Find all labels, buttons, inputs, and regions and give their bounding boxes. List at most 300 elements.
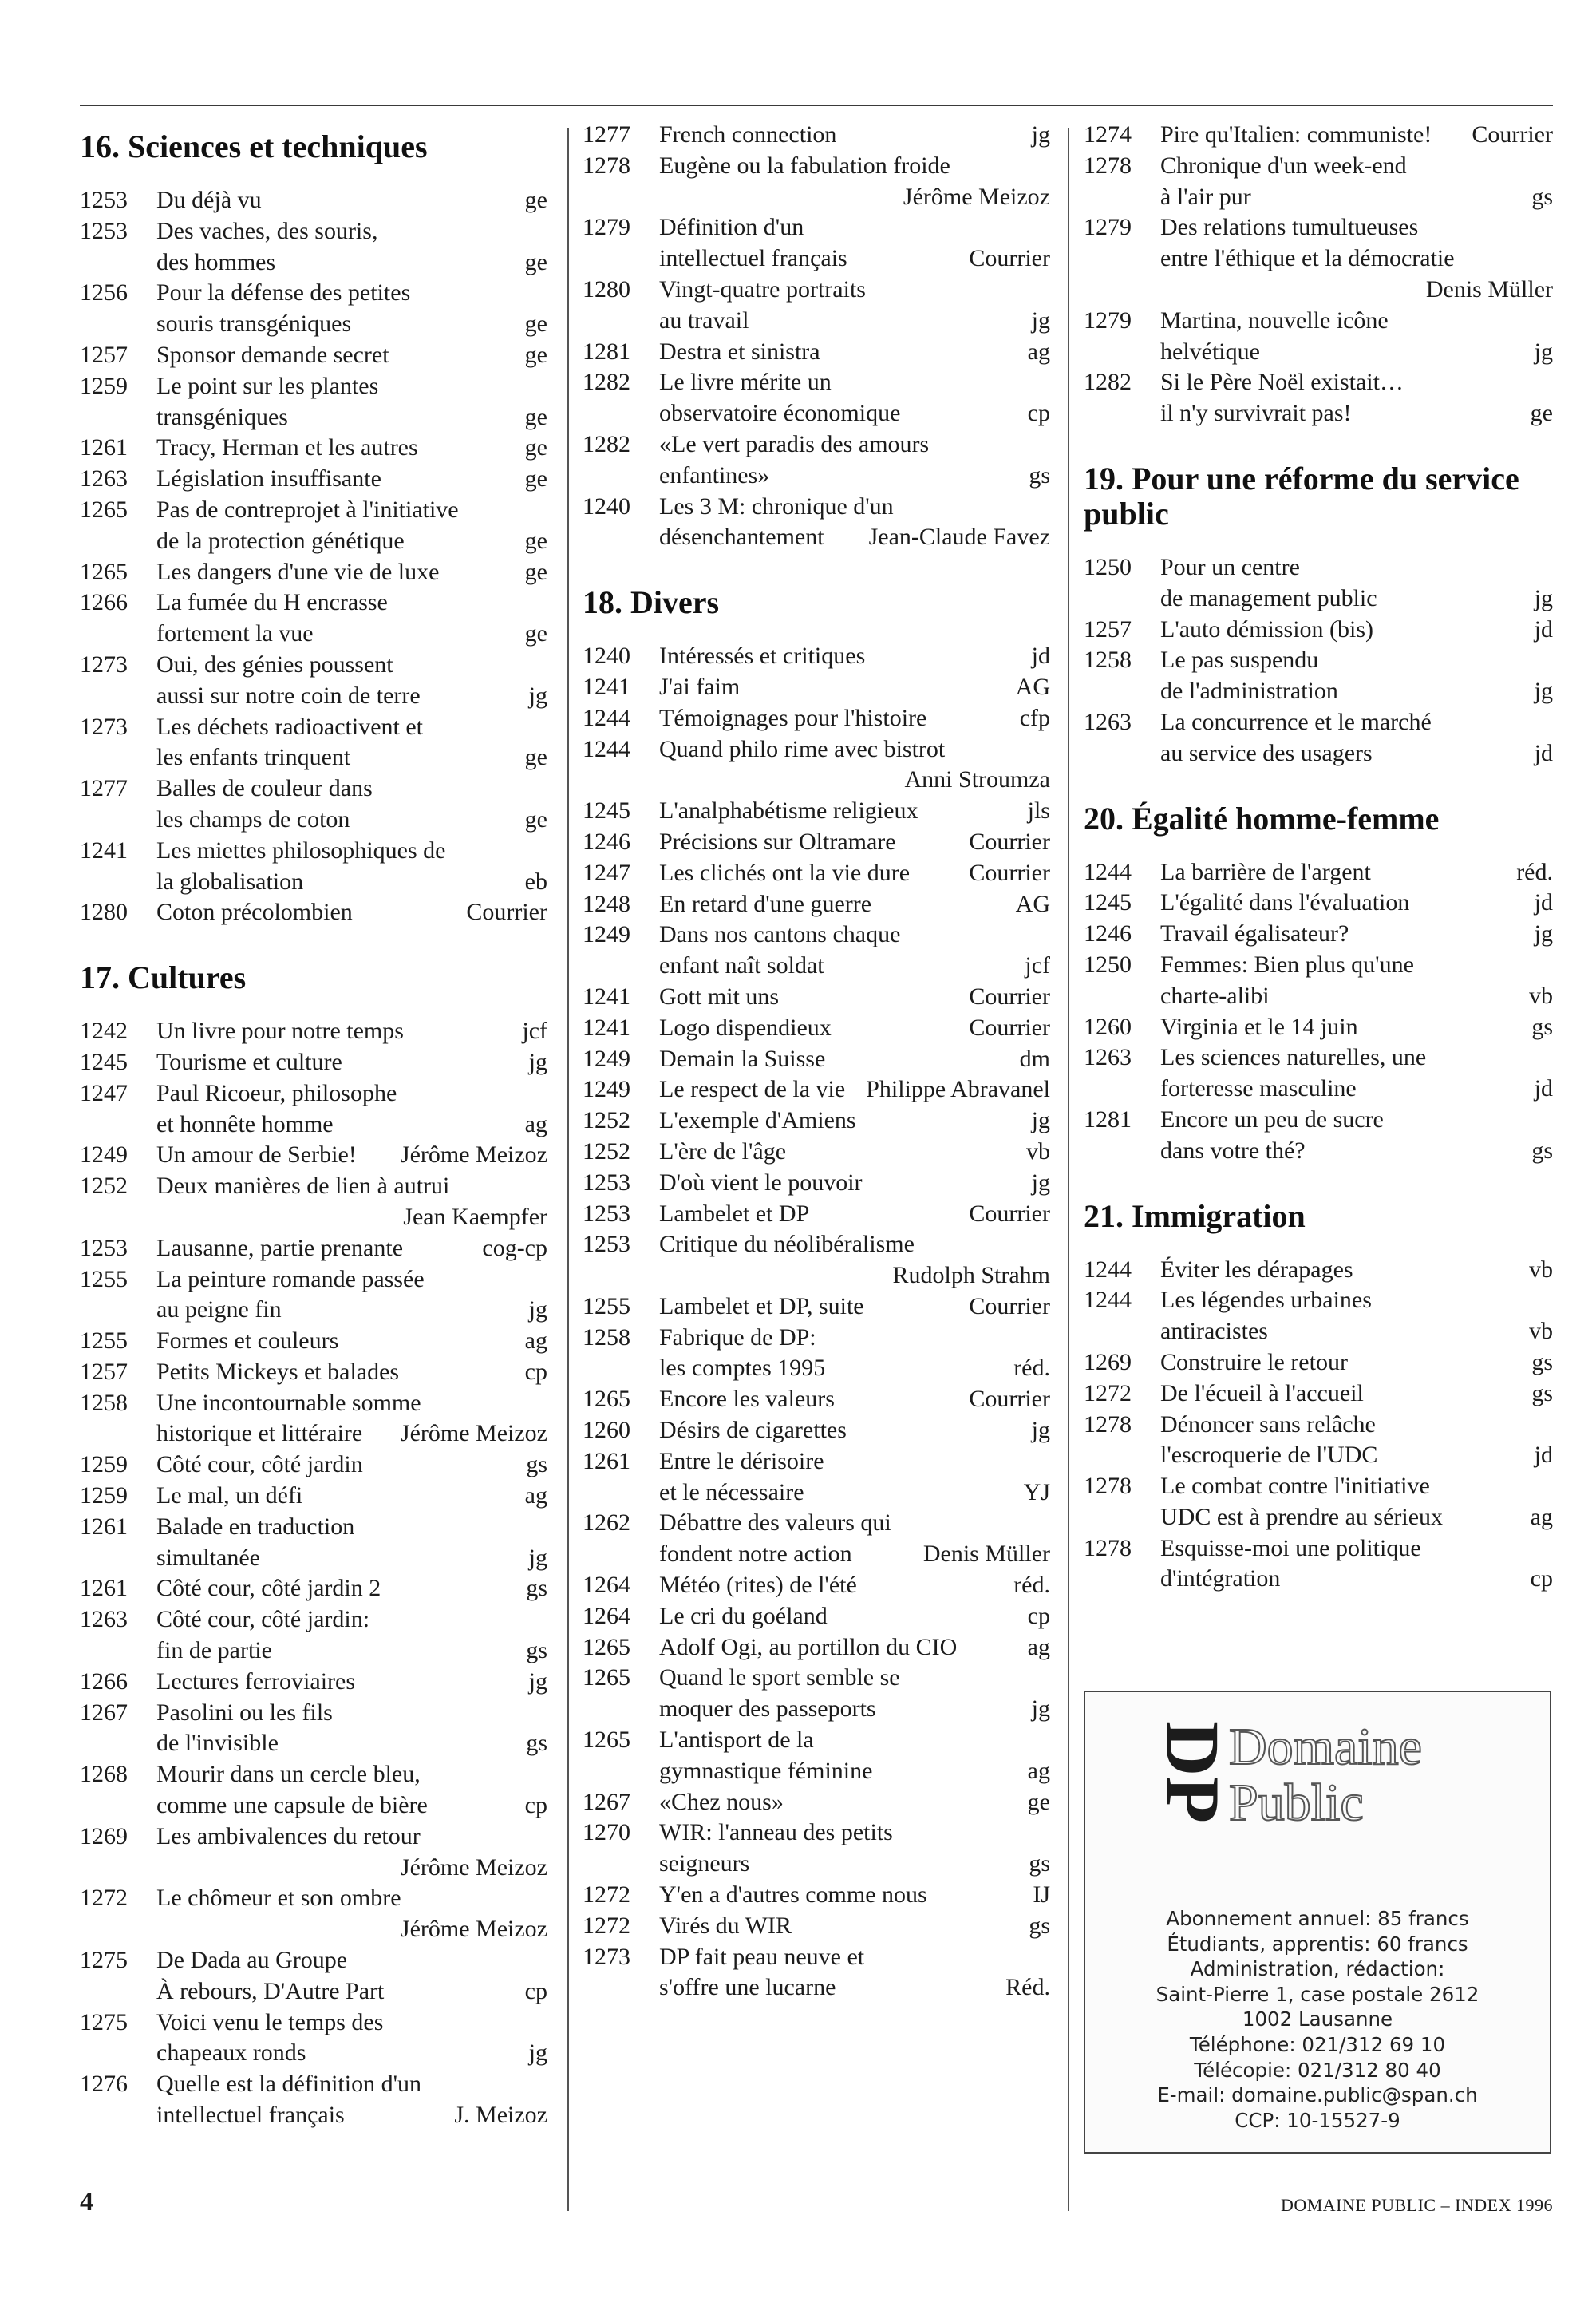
info-line: Saint-Pierre 1, case postale 2612 — [1156, 1982, 1479, 2006]
issue-number: 1244 — [583, 704, 630, 731]
issue-number: 1259 — [80, 1451, 128, 1478]
article-title-line: forteresse masculine — [1160, 1075, 1357, 1102]
author-initials: réd. — [1013, 1355, 1050, 1382]
issue-number: 1241 — [583, 983, 630, 1010]
author-initials: ge — [1027, 1788, 1050, 1815]
author-initials: Courrier — [969, 245, 1050, 272]
index-entry — [583, 1199, 1050, 1230]
article-title-line: Pour la défense des petites — [156, 279, 411, 307]
issue-number: 1272 — [583, 1881, 630, 1909]
issue-number: 1246 — [1084, 920, 1132, 947]
index-column-3 — [1084, 120, 1553, 1595]
issue-number: 1241 — [80, 837, 128, 864]
article-title-line: Météo (rites) de l'été — [659, 1572, 857, 1599]
issue-number: 1253 — [583, 1169, 630, 1196]
article-title-line: Les légendes urbaines — [1160, 1287, 1372, 1314]
article-title-line: Travail égalisateur? — [1160, 920, 1349, 947]
index-entry — [80, 340, 547, 371]
article-title-line: Les ambivalences du retour — [156, 1822, 421, 1849]
index-entry — [80, 1264, 547, 1327]
issue-number: 1248 — [583, 890, 630, 917]
issue-number: 1282 — [1084, 369, 1132, 396]
index-entry — [80, 1233, 547, 1264]
author-initials: ag — [1027, 1633, 1050, 1660]
author-initials: ge — [524, 248, 547, 275]
article-title-line: de la protection génétique — [156, 527, 405, 554]
index-entry — [80, 464, 547, 495]
article-title-line: Les dangers d'une vie de luxe — [156, 558, 440, 585]
article-title-line: Gott mit uns — [659, 983, 780, 1010]
issue-number: 1253 — [583, 1231, 630, 1258]
article-title-line: transgéniques — [156, 403, 288, 430]
article-title-line: Pas de contreprojet à l'initiative — [156, 496, 459, 523]
index-entry — [80, 1945, 547, 2007]
logo-word-public: Public — [1229, 1774, 1364, 1828]
author-initials: eb — [524, 868, 547, 895]
article-title-line: Débattre des valeurs qui — [659, 1509, 891, 1537]
index-entry — [1084, 1255, 1553, 1286]
author-initials: IJ — [1033, 1881, 1050, 1909]
index-entry — [583, 1818, 1050, 1880]
index-entry — [1084, 645, 1553, 707]
article-title-line: Législation insuffisante — [156, 465, 381, 492]
index-entry — [80, 1883, 547, 1945]
index-entry — [583, 796, 1050, 827]
issue-number: 1253 — [80, 217, 128, 244]
index-entry — [1084, 1012, 1553, 1043]
article-title-line: Petits Mickeys et balades — [156, 1358, 400, 1385]
article-title-line: De l'écueil à l'accueil — [1160, 1379, 1364, 1406]
author-initials: gs — [1029, 1912, 1050, 1939]
index-entry — [80, 1698, 547, 1760]
index-entry — [80, 1759, 547, 1822]
index-entry — [583, 1137, 1050, 1168]
index-entry — [80, 897, 547, 928]
issue-number: 1279 — [1084, 307, 1132, 334]
article-title-line: Y'en a d'autres comme nous — [659, 1881, 927, 1909]
author-initials: ge — [524, 403, 547, 430]
issue-number: 1279 — [1084, 214, 1132, 241]
article-title-line: Le cri du goéland — [659, 1602, 828, 1629]
article-title-line: Le combat contre l'initiative — [1160, 1473, 1430, 1500]
author-initials: J. Meizoz — [454, 2102, 547, 2129]
article-title-line: s'offre une lucarne — [659, 1974, 836, 2001]
info-line: Abonnement annuel: 85 francs — [1166, 1907, 1469, 1930]
index-entry — [583, 1725, 1050, 1787]
index-column-2 — [583, 120, 1050, 2004]
author-initials: gs — [526, 1637, 547, 1664]
index-entry — [583, 1911, 1050, 1942]
issue-number: 1249 — [583, 1045, 630, 1072]
index-entry — [583, 1570, 1050, 1601]
column-divider-1 — [567, 128, 569, 2211]
article-title-line: Côté cour, côté jardin: — [156, 1606, 370, 1633]
article-title-line: de l'invisible — [156, 1730, 279, 1757]
article-title-line: Une incontournable somme — [156, 1389, 421, 1416]
article-title-line: Lectures ferroviaires — [156, 1667, 356, 1695]
article-title-line: Quand philo rime avec bistrot — [659, 735, 946, 762]
article-title-line: enfantines» — [659, 461, 770, 489]
issue-number: 1256 — [80, 279, 128, 307]
index-entry — [80, 1573, 547, 1604]
author-initials: dm — [1019, 1045, 1050, 1072]
article-title-line: French connection — [659, 121, 837, 148]
issue-number: 1267 — [80, 1699, 128, 1726]
author-initials: jd — [1534, 739, 1553, 766]
author-initials: jg — [1031, 1417, 1050, 1444]
article-title-line: et honnête homme — [156, 1110, 334, 1137]
issue-number: 1281 — [583, 338, 630, 365]
article-title-line: helvétique — [1160, 338, 1260, 365]
index-entry — [583, 337, 1050, 368]
author-initials: gs — [1531, 1348, 1553, 1375]
index-entry — [80, 185, 547, 216]
article-title-line: Critique du néolibéralisme — [659, 1231, 915, 1258]
issue-number: 1270 — [583, 1819, 630, 1846]
index-entry — [583, 1880, 1050, 1911]
author-initials: gs — [526, 1730, 547, 1757]
footer-title: DOMAINE PUBLIC – INDEX 1996 — [1280, 2195, 1553, 2215]
article-title-line: La barrière de l'argent — [1160, 858, 1371, 885]
article-title-line: les champs de coton — [156, 805, 350, 833]
issue-number: 1261 — [80, 1513, 128, 1540]
index-entry — [1084, 151, 1553, 213]
index-entry — [1084, 212, 1553, 305]
info-line: E-mail: domaine.public@span.ch — [1157, 2083, 1478, 2107]
issue-number: 1258 — [583, 1323, 630, 1351]
author-initials: jd — [1534, 1442, 1553, 1469]
article-title-line: Côté cour, côté jardin — [156, 1451, 363, 1478]
issue-number: 1273 — [80, 713, 128, 740]
article-title-line: Demain la Suisse — [659, 1045, 826, 1072]
article-title-line: Le mal, un défi — [156, 1482, 303, 1509]
issue-number: 1266 — [80, 589, 128, 616]
issue-number: 1249 — [583, 1076, 630, 1103]
author-initials: gs — [1029, 461, 1050, 489]
index-entry — [583, 1292, 1050, 1323]
article-title-line: Précisions sur Oltramare — [659, 828, 896, 855]
issue-number: 1258 — [1084, 647, 1132, 674]
article-title-line: Les déchets radioactivent et — [156, 713, 424, 740]
issue-number: 1281 — [1084, 1106, 1132, 1133]
issue-number: 1255 — [583, 1292, 630, 1319]
issue-number: 1263 — [80, 1606, 128, 1633]
author-initials: Courrier — [969, 828, 1050, 855]
article-title-line: Tourisme et culture — [156, 1048, 342, 1075]
index-entry — [583, 1663, 1050, 1725]
index-entry — [1084, 552, 1553, 615]
author-initials: jg — [528, 1048, 547, 1075]
index-entry — [80, 712, 547, 774]
issue-number: 1264 — [583, 1572, 630, 1599]
article-title-line: Femmes: Bien plus qu'une — [1160, 951, 1414, 978]
issue-number: 1282 — [583, 430, 630, 457]
index-entry — [583, 1415, 1050, 1446]
info-line: Administration, rédaction: — [1190, 1957, 1445, 1981]
article-title-line: Témoignages pour l'histoire — [659, 704, 927, 731]
author-initials: gs — [526, 1575, 547, 1602]
article-title-line: Un livre pour notre temps — [156, 1018, 404, 1045]
index-entry — [1084, 1533, 1553, 1596]
issue-number: 1272 — [583, 1912, 630, 1939]
article-title-line: Destra et sinistra — [659, 338, 820, 365]
author-initials: Courrier — [969, 1200, 1050, 1227]
article-title-line: Coton précolombien — [156, 899, 353, 926]
author-initials: cp — [524, 1792, 547, 1819]
index-entry — [80, 557, 547, 588]
issue-number: 1261 — [80, 434, 128, 461]
index-entry — [80, 1512, 547, 1574]
issue-number: 1263 — [1084, 708, 1132, 735]
index-entry — [583, 827, 1050, 858]
issue-number: 1263 — [80, 465, 128, 492]
index-entry — [583, 1106, 1050, 1137]
author-initials: ag — [524, 1482, 547, 1509]
article-title-line: les enfants trinquent — [156, 744, 351, 771]
author-initials: Philippe Abravanel — [866, 1076, 1050, 1103]
issue-number: 1265 — [80, 496, 128, 523]
author-initials: ag — [1530, 1503, 1553, 1530]
author-initials: Courrier — [969, 1014, 1050, 1041]
article-title-line: historique et littéraire — [156, 1420, 363, 1447]
issue-number: 1278 — [583, 152, 630, 179]
author-initials: vb — [1529, 1318, 1553, 1345]
index-entry — [80, 1326, 547, 1357]
issue-number: 1259 — [80, 372, 128, 399]
author-initials: jg — [1031, 121, 1050, 148]
index-entry — [80, 587, 547, 650]
author-initials: ge — [524, 187, 547, 213]
article-title-line: Martina, nouvelle icône — [1160, 307, 1389, 334]
article-title-line: L'auto démission (bis) — [1160, 615, 1374, 643]
article-title-line: La peinture romande passée — [156, 1265, 425, 1292]
article-title-line: Voici venu le temps des — [156, 2008, 384, 2035]
author-initials: jd — [1534, 1075, 1553, 1102]
author-initials: Anni Stroumza — [904, 766, 1050, 793]
author-initials: vb — [1026, 1137, 1050, 1165]
author-initials: Courrier — [1472, 121, 1553, 148]
article-title-line: Le point sur les plantes — [156, 372, 379, 399]
issue-number: 1242 — [80, 1018, 128, 1045]
article-title-line: «Chez nous» — [659, 1788, 784, 1815]
article-title-line: L'antisport de la — [659, 1727, 814, 1754]
article-title-line: de management public — [1160, 584, 1377, 611]
info-line: CCP: 10-15527-9 — [1235, 2108, 1400, 2132]
author-initials: réd. — [1516, 858, 1553, 885]
top-rule — [80, 105, 1553, 106]
author-initials: ge — [524, 527, 547, 554]
article-title-line: Formes et couleurs — [156, 1327, 339, 1355]
author-initials: ge — [1530, 400, 1553, 427]
article-title-line: Balade en traduction — [156, 1513, 355, 1540]
index-entry — [583, 1013, 1050, 1044]
issue-number: 1260 — [583, 1417, 630, 1444]
issue-number: 1252 — [80, 1173, 128, 1200]
author-initials: Réd. — [1005, 1974, 1050, 2001]
issue-number: 1265 — [583, 1727, 630, 1754]
author-initials: cp — [524, 1358, 547, 1385]
article-title-line: dans votre thé? — [1160, 1137, 1306, 1164]
index-entry — [80, 1078, 547, 1141]
article-title-line: la globalisation — [156, 868, 304, 895]
author-initials: Jérôme Meizoz — [400, 1916, 547, 1943]
article-title-line: Désirs de cigarettes — [659, 1417, 847, 1444]
author-initials: ge — [524, 744, 547, 771]
index-entry — [583, 641, 1050, 672]
author-initials: cp — [1530, 1565, 1553, 1592]
issue-number: 1275 — [80, 1947, 128, 1974]
author-initials: ag — [524, 1110, 547, 1137]
index-entry — [1084, 1410, 1553, 1472]
author-initials: jg — [528, 1667, 547, 1695]
index-entry — [1084, 615, 1553, 646]
author-initials: gs — [1531, 1379, 1553, 1406]
index-entry — [80, 1047, 547, 1078]
issue-number: 1273 — [583, 1943, 630, 1970]
article-title-line: L'exemple d'Amiens — [659, 1107, 856, 1134]
article-title-line: Logo dispendieux — [659, 1014, 832, 1041]
issue-number: 1252 — [583, 1137, 630, 1165]
author-initials: Denis Müller — [922, 1541, 1050, 1568]
article-title-line: Des vaches, des souris, — [156, 217, 378, 244]
article-title-line: entre l'éthique et la démocratie — [1160, 245, 1455, 272]
issue-number: 1247 — [80, 1079, 128, 1106]
index-entry — [583, 920, 1050, 982]
issue-number: 1262 — [583, 1509, 630, 1537]
article-title-line: intellectuel français — [659, 245, 847, 272]
author-initials: gs — [1029, 1850, 1050, 1877]
article-title-line: au peigne fin — [156, 1296, 282, 1323]
issue-number: 1278 — [1084, 152, 1132, 179]
author-initials: ag — [1027, 1757, 1050, 1784]
article-title-line: Encore un peu de sucre — [1160, 1106, 1384, 1133]
index-entry — [583, 151, 1050, 213]
author-initials: jg — [1031, 1169, 1050, 1196]
article-title-line: Intéressés et critiques — [659, 643, 866, 670]
index-entry — [1084, 1379, 1553, 1410]
logo-dp-letters: DP — [1150, 1721, 1235, 1823]
index-entry — [80, 2007, 547, 2070]
article-title-line: D'où vient le pouvoir — [659, 1169, 863, 1196]
author-initials: vb — [1529, 1256, 1553, 1283]
index-entry — [1084, 1471, 1553, 1533]
article-title-line: Fabrique de DP: — [659, 1323, 816, 1351]
author-initials: jcf — [1025, 952, 1050, 979]
article-title-line: Eugène ou la fabulation froide — [659, 152, 950, 179]
issue-number: 1246 — [583, 828, 630, 855]
index-entry — [80, 1604, 547, 1667]
issue-number: 1277 — [80, 775, 128, 802]
article-title-line: gymnastique féminine — [659, 1757, 873, 1784]
issue-number: 1265 — [583, 1633, 630, 1660]
index-entry — [583, 367, 1050, 429]
author-initials: AG — [1015, 890, 1050, 917]
index-entry — [583, 1323, 1050, 1385]
author-initials: jg — [1031, 1107, 1050, 1134]
article-title-line: Un amour de Serbie! — [156, 1141, 357, 1169]
issue-number: 1274 — [1084, 121, 1132, 148]
index-entry — [583, 1601, 1050, 1632]
issue-number: 1278 — [1084, 1410, 1132, 1438]
issue-number: 1244 — [1084, 1287, 1132, 1314]
article-title-line: Éviter les dérapages — [1160, 1256, 1353, 1283]
article-title-line: Construire le retour — [1160, 1348, 1348, 1375]
info-line: Étudiants, apprentis: 60 francs — [1167, 1932, 1468, 1956]
article-title-line: simultanée — [156, 1544, 260, 1571]
issue-number: 1244 — [583, 735, 630, 762]
article-title-line: souris transgéniques — [156, 311, 352, 338]
article-title-line: Vingt-quatre portraits — [659, 275, 866, 303]
issue-number: 1266 — [80, 1667, 128, 1695]
author-initials: ge — [524, 558, 547, 585]
issue-number: 1249 — [80, 1141, 128, 1169]
issue-number: 1253 — [80, 1234, 128, 1261]
article-title-line: enfant naît soldat — [659, 952, 824, 979]
issue-number: 1250 — [1084, 553, 1132, 580]
article-title-line: DP fait peau neuve et — [659, 1943, 865, 1970]
article-title-line: et le nécessaire — [659, 1478, 804, 1505]
article-title-line: Les miettes philosophiques de — [156, 837, 446, 864]
issue-number: 1269 — [1084, 1348, 1132, 1375]
index-entry — [583, 1508, 1050, 1570]
article-title-line: moquer des passeports — [659, 1695, 876, 1723]
article-title-line: La fumée du H encrasse — [156, 589, 388, 616]
issue-number: 1268 — [80, 1761, 128, 1788]
issue-number: 1282 — [583, 369, 630, 396]
article-title-line: Virginia et le 14 juin — [1160, 1013, 1358, 1040]
article-title-line: À rebours, D'Autre Part — [156, 1977, 385, 2004]
index-entry — [1084, 1347, 1553, 1379]
issue-number: 1259 — [80, 1482, 128, 1509]
section-title: 20. Égalité homme-femme — [1084, 800, 1440, 837]
issue-number: 1253 — [80, 187, 128, 213]
section-title: 17. Cultures — [80, 959, 247, 996]
index-entry — [80, 1016, 547, 1047]
author-initials: ge — [524, 465, 547, 492]
index-entry — [583, 1074, 1050, 1106]
author-initials: Courrier — [466, 899, 547, 926]
issue-number: 1276 — [80, 2071, 128, 2098]
index-entry — [583, 492, 1050, 554]
index-entry — [583, 1632, 1050, 1663]
issue-number: 1272 — [80, 1885, 128, 1912]
author-initials: réd. — [1013, 1572, 1050, 1599]
issue-number: 1272 — [1084, 1379, 1132, 1406]
info-line: Téléphone: 021/312 69 10 — [1189, 2032, 1446, 2056]
author-initials: Jérôme Meizoz — [903, 183, 1050, 210]
author-initials: Jean Kaempfer — [403, 1203, 547, 1230]
article-title-line: L'analphabétisme religieux — [659, 797, 918, 825]
article-title-line: fortement la vue — [156, 620, 314, 647]
author-initials: cp — [1027, 1602, 1050, 1629]
author-initials: jcf — [522, 1018, 547, 1045]
index-entry — [80, 1140, 547, 1171]
issue-number: 1263 — [1084, 1044, 1132, 1071]
index-entry — [80, 1450, 547, 1481]
issue-number: 1252 — [583, 1107, 630, 1134]
issue-number: 1249 — [583, 921, 630, 948]
issue-number: 1261 — [80, 1575, 128, 1602]
issue-number: 1245 — [583, 797, 630, 825]
index-entry — [583, 120, 1050, 151]
author-initials: Jérôme Meizoz — [400, 1141, 547, 1169]
index-entry — [80, 1171, 547, 1233]
issue-number: 1258 — [80, 1389, 128, 1416]
issue-number: 1245 — [80, 1048, 128, 1075]
issue-number: 1245 — [1084, 889, 1132, 916]
article-title-line: de l'administration — [1160, 678, 1338, 705]
issue-number: 1267 — [583, 1788, 630, 1815]
